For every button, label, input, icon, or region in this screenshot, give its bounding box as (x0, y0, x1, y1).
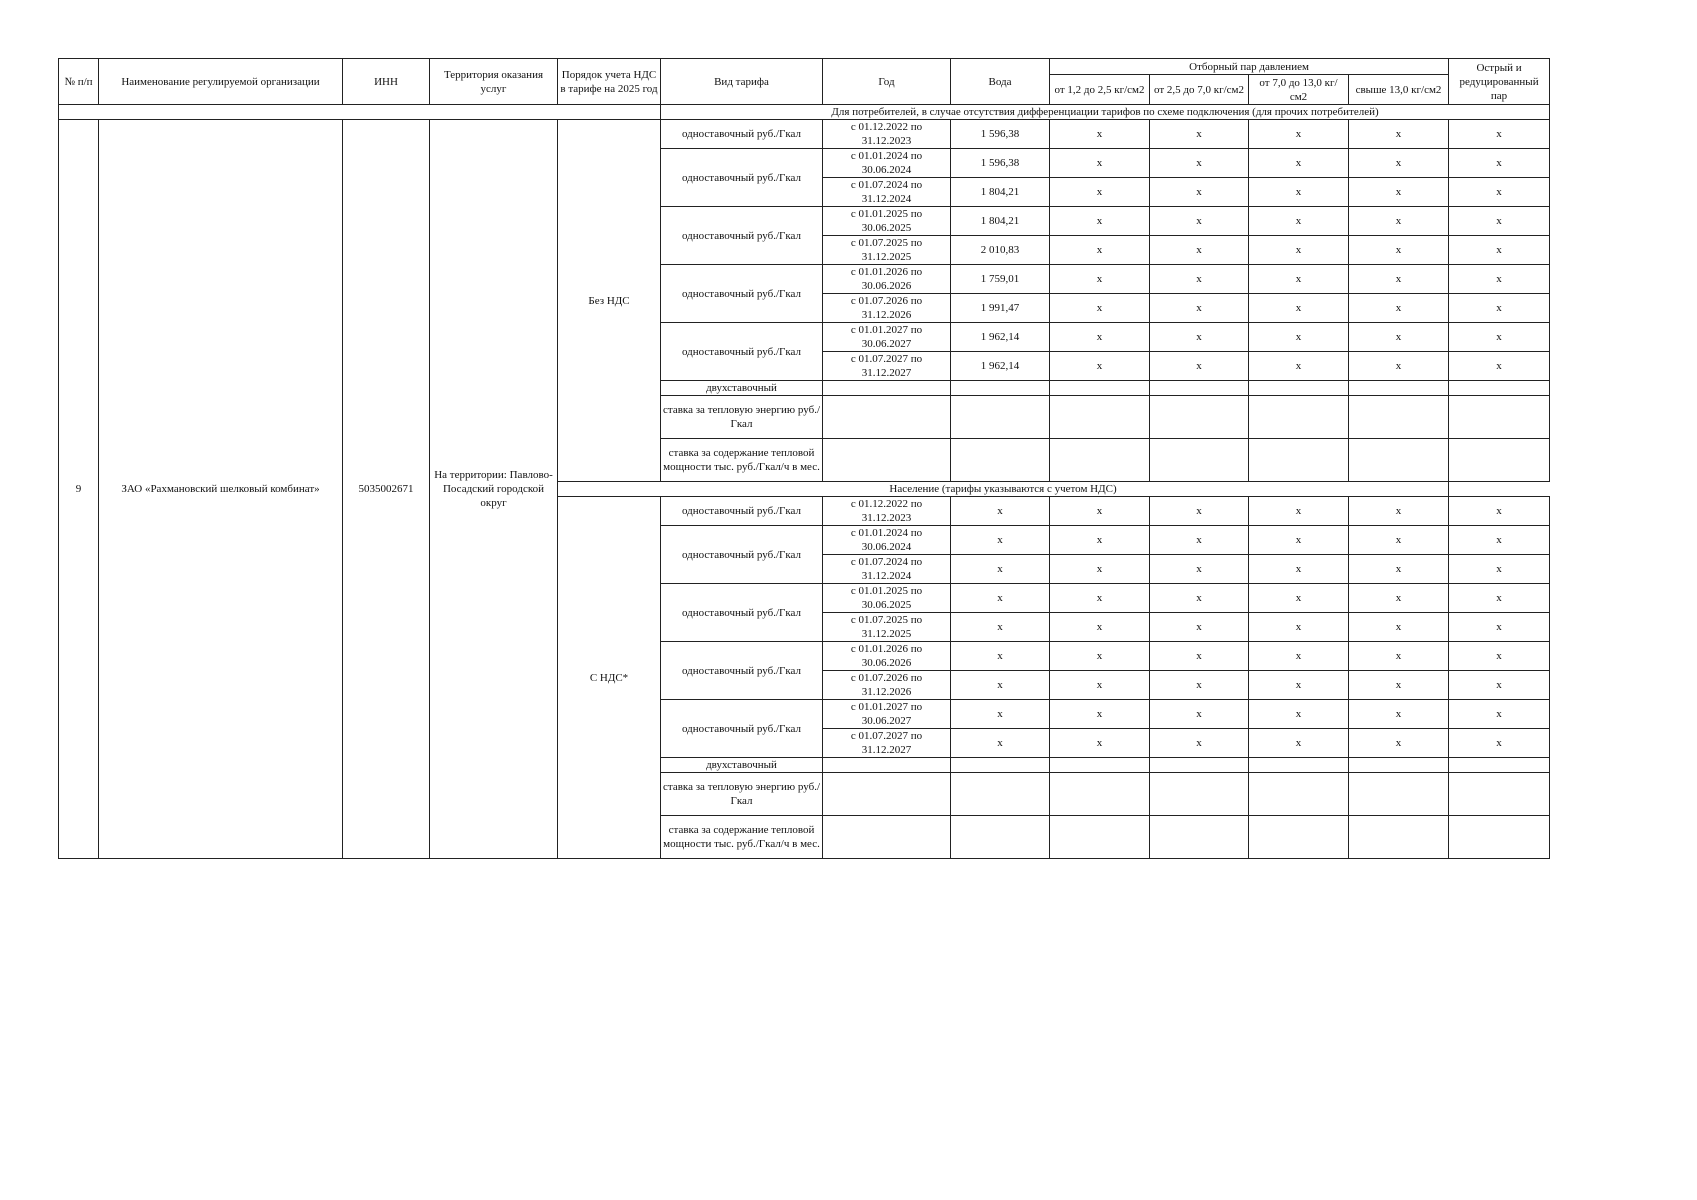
period-cell: с 01.01.2026 по 30.06.2026 (823, 265, 951, 294)
steam-value: x (1349, 265, 1449, 294)
vat-label: С НДС* (558, 497, 661, 859)
period-cell: с 01.12.2022 по 31.12.2023 (823, 120, 951, 149)
period-cell: с 01.07.2027 по 31.12.2027 (823, 352, 951, 381)
empty-cell (823, 816, 951, 859)
steam-value: x (1349, 584, 1449, 613)
steam-value: x (1349, 497, 1449, 526)
steam-value: x (1150, 265, 1249, 294)
empty-cell (1449, 439, 1550, 482)
period-cell: с 01.01.2024 по 30.06.2024 (823, 526, 951, 555)
steam-value: x (1349, 671, 1449, 700)
steam-value: x (1050, 526, 1150, 555)
empty-cell (1150, 758, 1249, 773)
steam-value: x (1249, 352, 1349, 381)
steam-value: x (1249, 207, 1349, 236)
steam-value: x (1249, 294, 1349, 323)
steam-value: x (1150, 642, 1249, 671)
steam-value: x (1449, 584, 1550, 613)
water-value: 1 991,47 (951, 294, 1050, 323)
steam-value: x (1349, 352, 1449, 381)
empty-cell (951, 773, 1050, 816)
steam-value: x (1449, 207, 1550, 236)
water-value: x (951, 700, 1050, 729)
water-value: x (951, 671, 1050, 700)
period-cell: с 01.07.2025 по 31.12.2025 (823, 236, 951, 265)
empty-cell (1449, 396, 1550, 439)
steam-value: x (1249, 526, 1349, 555)
water-value: 1 596,38 (951, 149, 1050, 178)
empty-cell (1050, 758, 1150, 773)
empty-cell (1150, 773, 1249, 816)
water-value: x (951, 555, 1050, 584)
steam-value: x (1050, 497, 1150, 526)
empty-cell (1150, 381, 1249, 396)
steam-value: x (1249, 700, 1349, 729)
col-header-water: Вода (951, 59, 1050, 105)
empty-cell (1349, 381, 1449, 396)
water-value: x (951, 526, 1050, 555)
tariff-type-label: одноставочный руб./Гкал (661, 207, 823, 265)
empty-cell (1249, 816, 1349, 859)
steam-value: x (1449, 120, 1550, 149)
empty-cell (1150, 816, 1249, 859)
tariff-type-label: одноставочный руб./Гкал (661, 526, 823, 584)
steam-value: x (1449, 729, 1550, 758)
tariff-sheet (58, 58, 1550, 859)
empty-cell (1050, 439, 1150, 482)
steam-value: x (1150, 671, 1249, 700)
steam-value: x (1349, 526, 1449, 555)
org-inn: 5035002671 (343, 120, 430, 859)
tariff-type-label: одноставочный руб./Гкал (661, 265, 823, 323)
water-value: 1 804,21 (951, 207, 1050, 236)
steam-value: x (1050, 642, 1150, 671)
steam-value: x (1150, 497, 1249, 526)
empty-cell (823, 758, 951, 773)
two-part-label: двухставочный (661, 381, 823, 396)
steam-value: x (1449, 236, 1550, 265)
empty-cell (951, 381, 1050, 396)
steam-value: x (1249, 584, 1349, 613)
empty-cell (1449, 758, 1550, 773)
steam-value: x (1249, 555, 1349, 584)
steam-value: x (1449, 671, 1550, 700)
col-header-territory: Территория оказания услуг (430, 59, 558, 105)
steam-value: x (1449, 178, 1550, 207)
steam-value: x (1249, 613, 1349, 642)
steam-value: x (1150, 700, 1249, 729)
steam-value: x (1050, 613, 1150, 642)
water-value: x (951, 729, 1050, 758)
steam-value: x (1050, 323, 1150, 352)
empty-cell (1449, 773, 1550, 816)
steam-value: x (1150, 120, 1249, 149)
org-name: ЗАО «Рахмановский шелковый комбинат» (99, 120, 343, 859)
col-header-sharp-steam: Острый и редуцированный пар (1449, 59, 1550, 105)
empty-cell (951, 396, 1050, 439)
steam-value: x (1249, 265, 1349, 294)
steam-value: x (1349, 294, 1449, 323)
empty-cell (951, 439, 1050, 482)
two-part-label: двухставочный (661, 758, 823, 773)
steam-value: x (1349, 149, 1449, 178)
period-cell: с 01.01.2027 по 30.06.2027 (823, 700, 951, 729)
steam-value: x (1150, 729, 1249, 758)
tariff-type-label: одноставочный руб./Гкал (661, 120, 823, 149)
steam-value: x (1349, 120, 1449, 149)
steam-value: x (1349, 700, 1449, 729)
tariff-type-label: одноставочный руб./Гкал (661, 584, 823, 642)
steam-value: x (1249, 120, 1349, 149)
steam-value: x (1249, 671, 1349, 700)
steam-value: x (1449, 265, 1550, 294)
steam-value: x (1050, 207, 1150, 236)
steam-value: x (1050, 236, 1150, 265)
steam-value: x (1050, 700, 1150, 729)
col-header-pressure-1: от 1,2 до 2,5 кг/см2 (1050, 75, 1150, 105)
period-cell: с 01.07.2026 по 31.12.2026 (823, 671, 951, 700)
steam-value: x (1050, 120, 1150, 149)
tariff-body (59, 105, 1550, 859)
steam-value: x (1349, 729, 1449, 758)
empty-cell (951, 816, 1050, 859)
period-cell: с 01.07.2026 по 31.12.2026 (823, 294, 951, 323)
empty-cell (823, 773, 951, 816)
period-cell: с 01.01.2024 по 30.06.2024 (823, 149, 951, 178)
period-cell: с 01.01.2025 по 30.06.2025 (823, 584, 951, 613)
empty-cell (1150, 439, 1249, 482)
steam-value: x (1349, 613, 1449, 642)
empty-cell (1449, 816, 1550, 859)
col-header-org-name: Наименование регулируемой организации (99, 59, 343, 105)
tariff-type-label: одноставочный руб./Гкал (661, 642, 823, 700)
empty-cell (1249, 773, 1349, 816)
org-number: 9 (59, 120, 99, 859)
capacity-rate-label: ставка за содержание тепловой мощности тыс. руб./Гкал/ч в мес. (661, 816, 823, 859)
period-cell: с 01.07.2024 по 31.12.2024 (823, 555, 951, 584)
steam-value: x (1449, 149, 1550, 178)
steam-value: x (1249, 497, 1349, 526)
empty-cell (1249, 381, 1349, 396)
steam-value: x (1150, 584, 1249, 613)
steam-value: x (1349, 178, 1449, 207)
steam-value: x (1249, 642, 1349, 671)
steam-value: x (1349, 555, 1449, 584)
steam-value: x (1249, 236, 1349, 265)
empty-cell (1349, 773, 1449, 816)
energy-rate-label: ставка за тепловую энергию руб./Гкал (661, 773, 823, 816)
steam-value: x (1349, 207, 1449, 236)
empty-cell (1050, 773, 1150, 816)
tariff-type-label: одноставочный руб./Гкал (661, 700, 823, 758)
section-title: Для потребителей, в случае отсутствия дифференциации тарифов по схеме подключения (для прочих потребителей) (661, 105, 1550, 120)
water-value: 2 010,83 (951, 236, 1050, 265)
col-header-inn: ИНН (343, 59, 430, 105)
empty-cell (823, 439, 951, 482)
steam-value: x (1050, 178, 1150, 207)
empty-cell (1249, 439, 1349, 482)
steam-value: x (1150, 207, 1249, 236)
steam-value: x (1150, 352, 1249, 381)
steam-value: x (1150, 178, 1249, 207)
steam-value: x (1449, 613, 1550, 642)
empty-cell (1349, 439, 1449, 482)
period-cell: с 01.01.2025 по 30.06.2025 (823, 207, 951, 236)
steam-value: x (1249, 149, 1349, 178)
col-header-num: № п/п (59, 59, 99, 105)
water-value: x (951, 613, 1050, 642)
col-header-vat-order: Порядок учета НДС в тарифе на 2025 год (558, 59, 661, 105)
empty-cell (823, 381, 951, 396)
steam-value: x (1050, 671, 1150, 700)
vat-label: Без НДС (558, 120, 661, 482)
col-header-pressure-2: от 2,5 до 7,0 кг/см2 (1150, 75, 1249, 105)
water-value: 1 962,14 (951, 352, 1050, 381)
steam-value: x (1349, 236, 1449, 265)
steam-value: x (1150, 555, 1249, 584)
water-value: x (951, 584, 1050, 613)
empty-cell (951, 758, 1050, 773)
steam-value: x (1349, 323, 1449, 352)
water-value: 1 804,21 (951, 178, 1050, 207)
empty-cell (1249, 758, 1349, 773)
empty-cell (1349, 758, 1449, 773)
section-title: Население (тарифы указываются с учетом НДС) (558, 482, 1449, 497)
steam-value: x (1449, 294, 1550, 323)
steam-value: x (1050, 265, 1150, 294)
steam-value: x (1150, 294, 1249, 323)
col-header-pressure-4: свыше 13,0 кг/см2 (1349, 75, 1449, 105)
empty-cell (1150, 396, 1249, 439)
blank-cell (59, 105, 661, 120)
steam-value: x (1050, 729, 1150, 758)
water-value: 1 759,01 (951, 265, 1050, 294)
period-cell: с 01.12.2022 по 31.12.2023 (823, 497, 951, 526)
col-header-pressure-3: от 7,0 до 13,0 кг/см2 (1249, 75, 1349, 105)
empty-cell (1449, 381, 1550, 396)
steam-value: x (1449, 555, 1550, 584)
empty-cell (823, 396, 951, 439)
empty-cell (1050, 381, 1150, 396)
tariff-row (59, 120, 1550, 149)
steam-value: x (1150, 236, 1249, 265)
water-value: 1 962,14 (951, 323, 1050, 352)
period-cell: с 01.07.2024 по 31.12.2024 (823, 178, 951, 207)
col-header-year: Год (823, 59, 951, 105)
water-value: 1 596,38 (951, 120, 1050, 149)
period-cell: с 01.07.2025 по 31.12.2025 (823, 613, 951, 642)
steam-value: x (1050, 555, 1150, 584)
tariff-type-label: одноставочный руб./Гкал (661, 497, 823, 526)
steam-value: x (1249, 178, 1349, 207)
steam-value: x (1249, 323, 1349, 352)
steam-value: x (1449, 700, 1550, 729)
steam-value: x (1050, 149, 1150, 178)
steam-value: x (1050, 584, 1150, 613)
empty-cell (1349, 396, 1449, 439)
steam-value: x (1150, 526, 1249, 555)
water-value: x (951, 642, 1050, 671)
steam-value: x (1449, 352, 1550, 381)
period-cell: с 01.01.2026 по 30.06.2026 (823, 642, 951, 671)
steam-value: x (1150, 323, 1249, 352)
steam-value: x (1249, 729, 1349, 758)
steam-value: x (1449, 323, 1550, 352)
org-territory: На территории: Павлово-Посадский городской округ (430, 120, 558, 859)
empty-cell (1249, 396, 1349, 439)
steam-value: x (1050, 352, 1150, 381)
tariff-table (58, 58, 1550, 859)
capacity-rate-label: ставка за содержание тепловой мощности тыс. руб./Гкал/ч в мес. (661, 439, 823, 482)
empty-cell (1349, 816, 1449, 859)
energy-rate-label: ставка за тепловую энергию руб./Гкал (661, 396, 823, 439)
steam-value: x (1050, 294, 1150, 323)
col-header-tariff-type: Вид тарифа (661, 59, 823, 105)
steam-value: x (1449, 642, 1550, 671)
empty-cell (1050, 816, 1150, 859)
steam-value: x (1449, 497, 1550, 526)
period-cell: с 01.07.2027 по 31.12.2027 (823, 729, 951, 758)
tariff-type-label: одноставочный руб./Гкал (661, 149, 823, 207)
col-header-steam-group: Отборный пар давлением (1050, 59, 1449, 75)
period-cell: с 01.01.2027 по 30.06.2027 (823, 323, 951, 352)
tariff-type-label: одноставочный руб./Гкал (661, 323, 823, 381)
steam-value: x (1449, 526, 1550, 555)
water-value: x (951, 497, 1050, 526)
steam-value: x (1349, 642, 1449, 671)
empty-cell (1050, 396, 1150, 439)
steam-value: x (1150, 149, 1249, 178)
steam-value: x (1150, 613, 1249, 642)
